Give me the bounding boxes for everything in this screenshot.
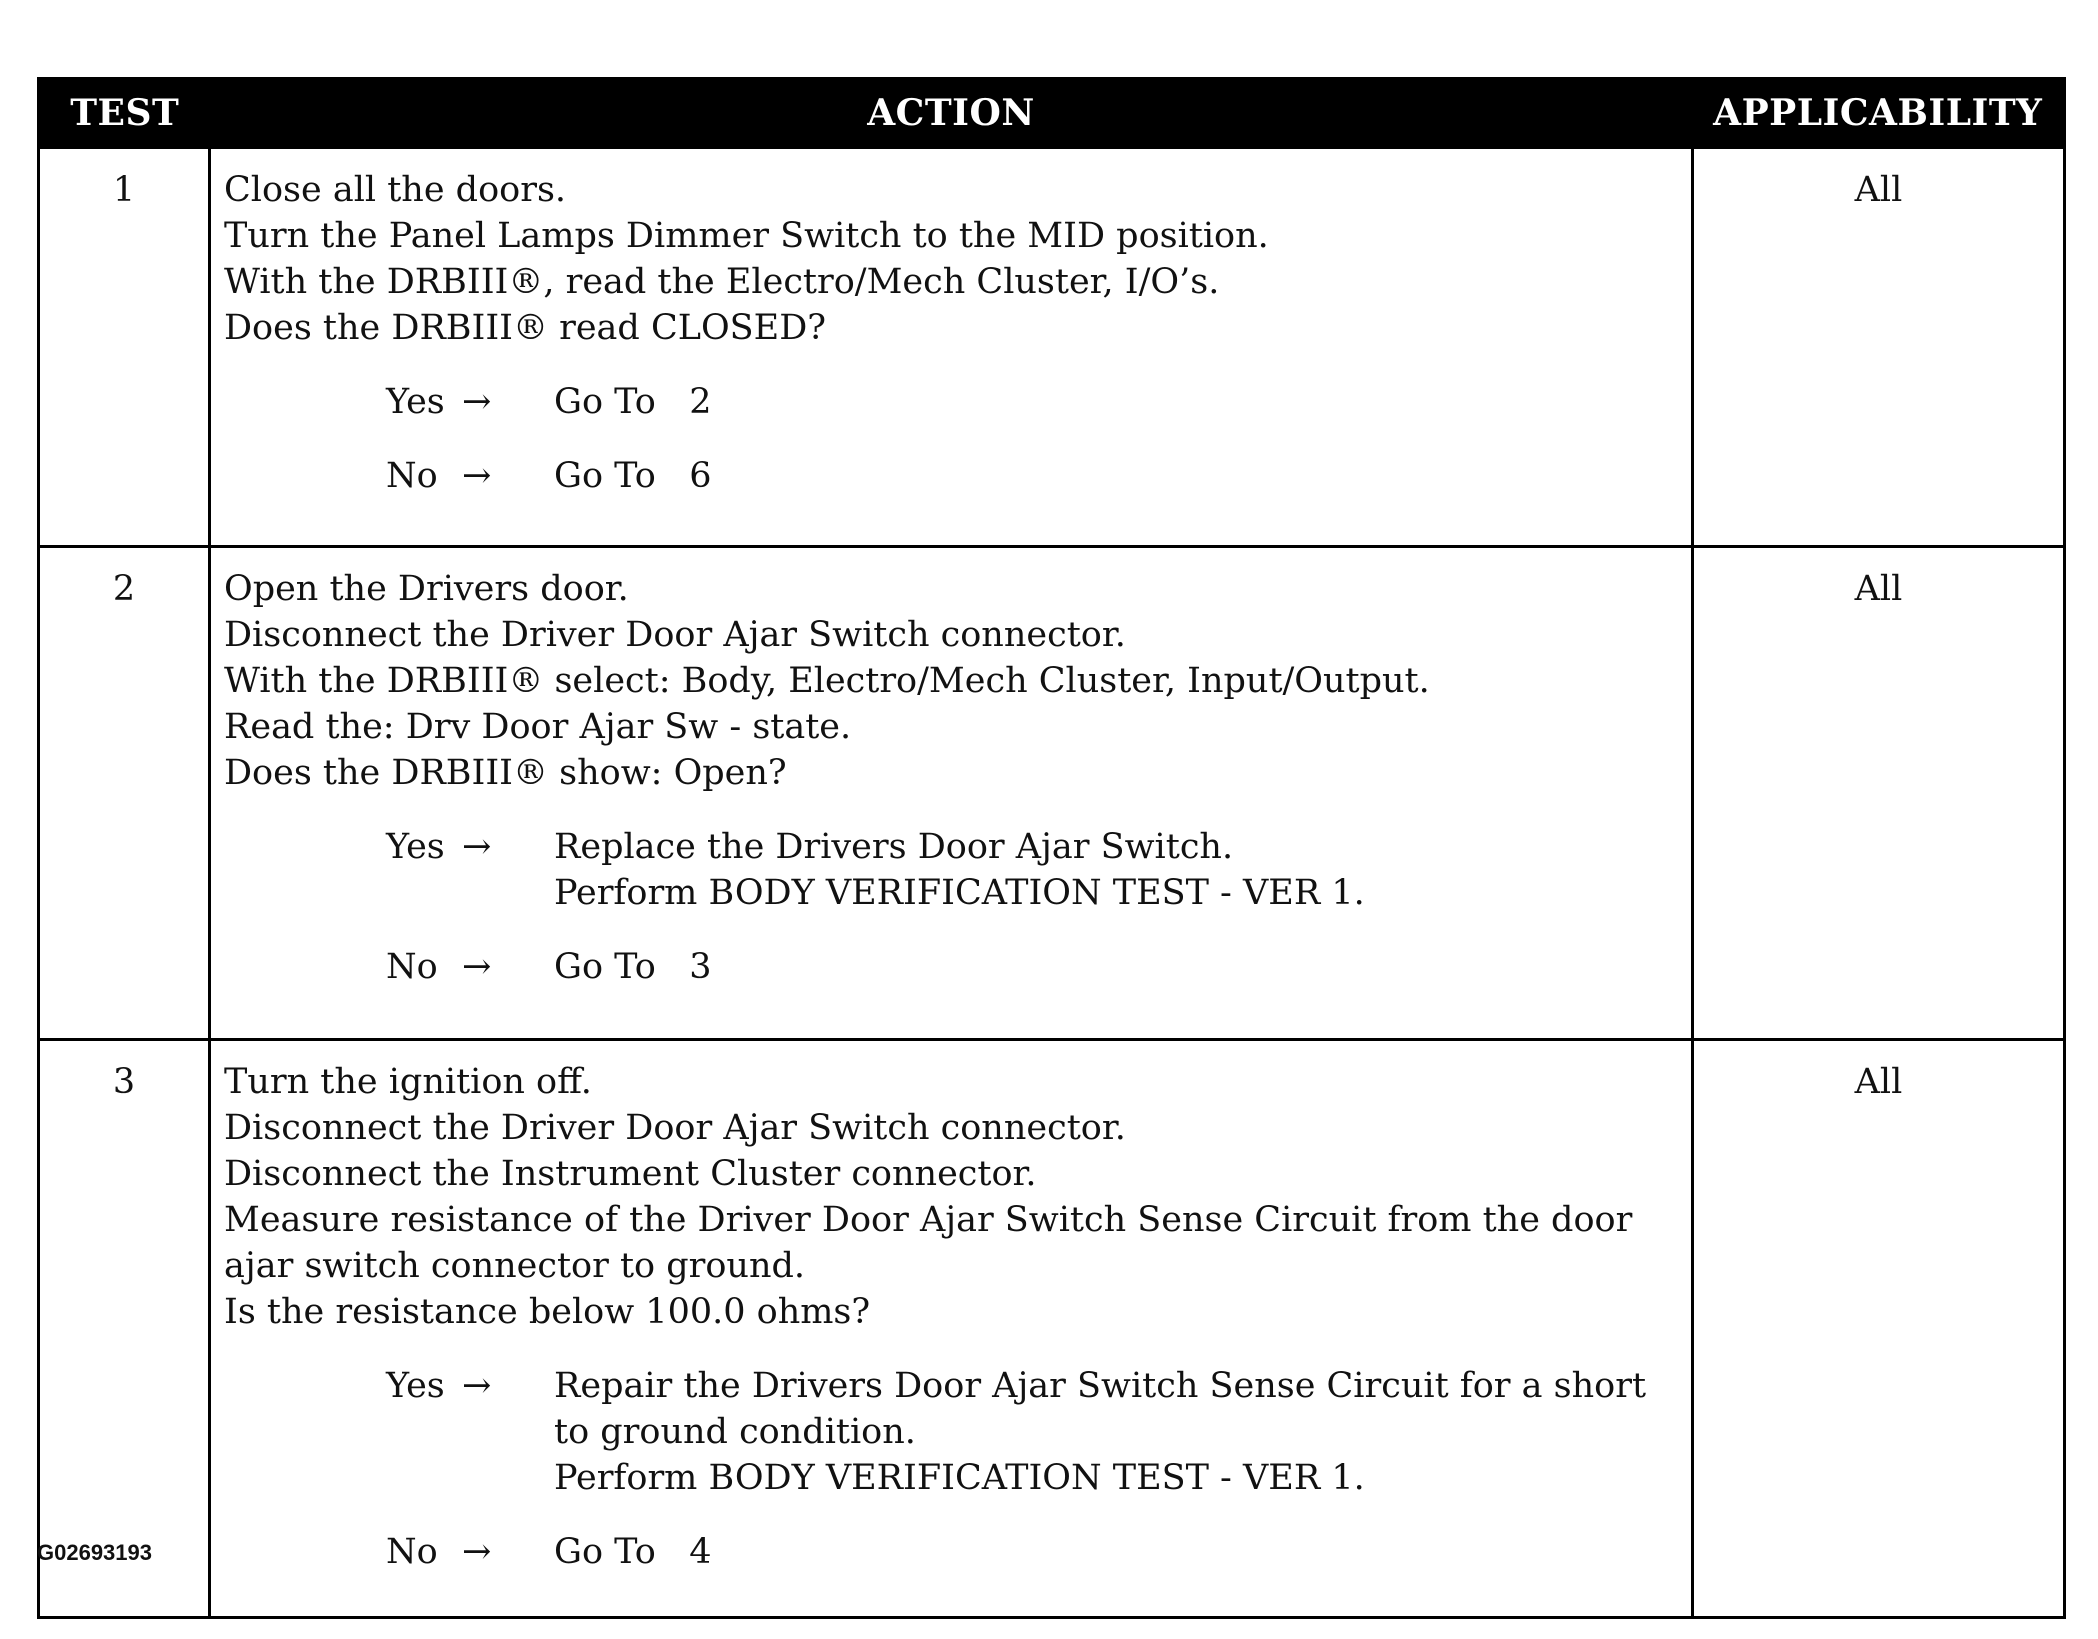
- action-step: Open the Drivers door.: [224, 569, 629, 609]
- result-outcome: [554, 453, 1681, 499]
- header-test: TEST: [39, 79, 210, 148]
- action-step: With the DRBIII®, read the Electro/Mech Cluster, I/O’s.: [224, 262, 1220, 302]
- action-cell: [210, 1040, 1693, 1618]
- table-row: [39, 148, 2065, 547]
- table-row: [39, 547, 2065, 1040]
- action-step: With the DRBIII® select: Body, Electro/Mech Cluster, Input/Output.: [224, 661, 1430, 701]
- result-line: Replace the Drivers Door Ajar Switch.: [554, 827, 1234, 867]
- action-cell: [210, 547, 1693, 1040]
- test-number: 1: [39, 148, 210, 547]
- action-step: Is the resistance below 100.0 ohms?: [224, 1292, 871, 1332]
- header-action: ACTION: [210, 79, 1693, 148]
- result-outcome: [554, 379, 1681, 425]
- result-label: Yes: [386, 1366, 445, 1406]
- result-list: [224, 1363, 1681, 1575]
- result-label: Yes: [386, 827, 445, 867]
- action-step: Does the DRBIII® show: Open?: [224, 753, 787, 793]
- result-line: Go To 3: [554, 947, 712, 987]
- applicability-value: All: [1693, 148, 2065, 547]
- table-header: [39, 79, 2065, 148]
- action-cell: [210, 148, 1693, 547]
- result-line: Perform BODY VERIFICATION TEST - VER 1.: [554, 873, 1365, 913]
- result-no: [224, 453, 1681, 499]
- arrow-right-icon: →: [462, 947, 492, 987]
- result-line: Go To 4: [554, 1532, 712, 1572]
- result-list: [224, 824, 1681, 990]
- result-outcome: [554, 824, 1681, 916]
- action-step: Turn the ignition off.: [224, 1062, 592, 1102]
- action-step: Does the DRBIII® read CLOSED?: [224, 308, 827, 348]
- figure-id: G02693193: [37, 1540, 152, 1565]
- arrow-right-icon: →: [462, 382, 492, 422]
- diagnostic-test-table: [37, 77, 2066, 1619]
- action-step: Close all the doors.: [224, 170, 567, 210]
- arrow-right-icon: →: [462, 827, 492, 867]
- action-step: Measure resistance of the Driver Door Ajar Switch Sense Circuit from the door ajar switch connector to ground.: [224, 1200, 1633, 1286]
- result-line: Repair the Drivers Door Ajar Switch Sense Circuit for a short to ground condition.: [554, 1366, 1647, 1452]
- result-yes: [224, 824, 1681, 916]
- result-label: No: [386, 1532, 438, 1572]
- result-no: [224, 944, 1681, 990]
- result-label: No: [386, 456, 438, 496]
- result-label: No: [386, 947, 438, 987]
- action-step: Read the: Drv Door Ajar Sw - state.: [224, 707, 852, 747]
- applicability-value: All: [1693, 547, 2065, 1040]
- result-yes: [224, 1363, 1681, 1501]
- header-applicability: APPLICABILITY: [1693, 79, 2065, 148]
- action-step: Turn the Panel Lamps Dimmer Switch to the MID position.: [224, 216, 1269, 256]
- result-line: Go To 6: [554, 456, 712, 496]
- arrow-right-icon: →: [462, 1532, 492, 1572]
- result-list: [224, 379, 1681, 499]
- table-row: [39, 1040, 2065, 1618]
- result-outcome: [554, 1363, 1681, 1501]
- result-label: Yes: [386, 382, 445, 422]
- arrow-right-icon: →: [462, 1366, 492, 1406]
- test-number: 3: [39, 1040, 210, 1618]
- result-line: Perform BODY VERIFICATION TEST - VER 1.: [554, 1458, 1365, 1498]
- applicability-value: All: [1693, 1040, 2065, 1618]
- action-step: Disconnect the Driver Door Ajar Switch connector.: [224, 1108, 1126, 1148]
- result-no: [224, 1529, 1681, 1575]
- action-step: Disconnect the Instrument Cluster connector.: [224, 1154, 1037, 1194]
- result-yes: [224, 379, 1681, 425]
- result-outcome: [554, 944, 1681, 990]
- arrow-right-icon: →: [462, 456, 492, 496]
- result-line: Go To 2: [554, 382, 712, 422]
- result-outcome: [554, 1529, 1681, 1575]
- test-number: 2: [39, 547, 210, 1040]
- action-step: Disconnect the Driver Door Ajar Switch connector.: [224, 615, 1126, 655]
